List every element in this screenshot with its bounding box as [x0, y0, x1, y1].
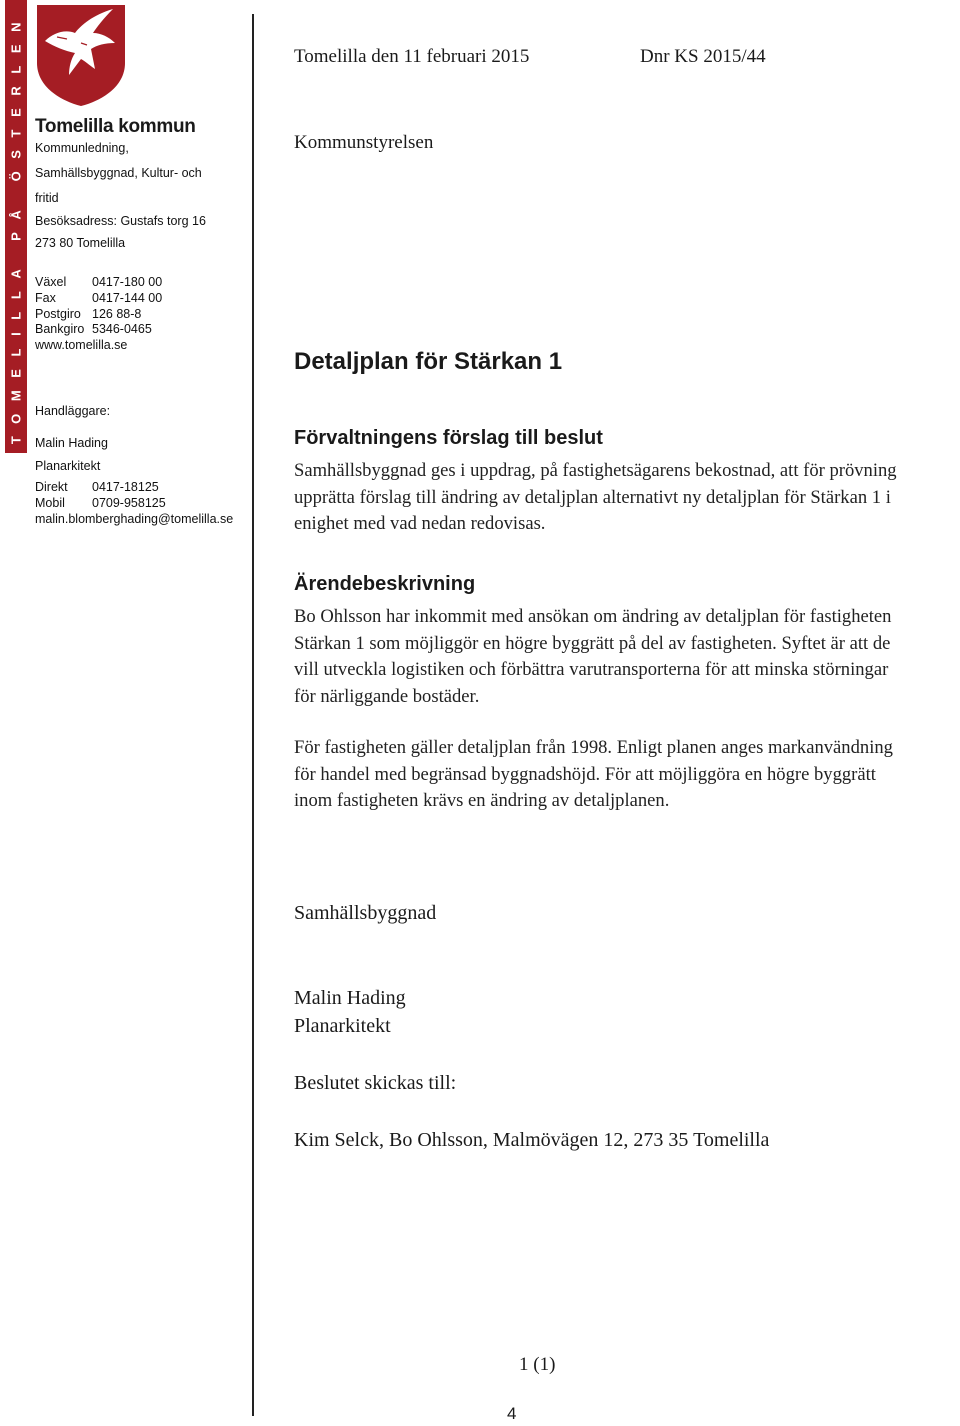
handler-title: Planarkitekt [35, 459, 101, 473]
contact-row-switchboard [35, 276, 162, 289]
paragraph-line: För fastigheten gäller detaljplan från 1998. Enligt planen anges markanvändning [294, 737, 893, 758]
contact-value: 5346-0465 [92, 322, 152, 336]
contact-label: Fax [35, 291, 56, 305]
handler-contact-direct [35, 481, 159, 494]
department-line-3: fritid [35, 191, 59, 205]
recipient: Kommunstyrelsen [294, 132, 434, 153]
signature-title: Planarkitekt [294, 1015, 391, 1037]
visit-address: Besöksadress: Gustafs torg 16 [35, 214, 206, 228]
contact-row-fax [35, 292, 162, 305]
paragraph-line: vill utveckla logistiken och förbättra varutransporterna för att minska störningar [294, 659, 889, 680]
paragraph-line: upprätta förslag till ändring av detaljplan alternativt ny detaljplan för Stärkan 1 i [294, 486, 891, 508]
postal-address: 273 80 Tomelilla [35, 236, 126, 250]
signature-department: Samhällsbyggnad [294, 902, 437, 924]
handler-contact-mobile [35, 497, 166, 510]
department-line-2: Samhällsbyggnad, Kultur- och [35, 166, 202, 180]
description-paragraph-1 [294, 604, 960, 710]
tomelilla-coat-of-arms-logo [35, 3, 127, 107]
contact-value: 0709-958125 [92, 496, 166, 510]
signature-name: Malin Hading [294, 987, 406, 1009]
organization-name: Tomelilla kommun [35, 116, 196, 137]
description-paragraph-2 [294, 735, 960, 815]
proposal-paragraph [294, 458, 960, 538]
contact-row-bankgiro [35, 323, 152, 336]
column-divider [252, 14, 254, 1416]
reference-number: Dnr KS 2015/44 [640, 46, 766, 67]
sent-to-label: Beslutet skickas till: [294, 1072, 457, 1094]
sent-to-recipients: Kim Selck, Bo Ohlsson, Malmövägen 12, 273 35 Tomelilla [294, 1129, 770, 1151]
document-title: Detaljplan för Stärkan 1 [294, 348, 563, 375]
paragraph-line: inom fastigheten krävs en ändring av detaljplanen. [294, 790, 670, 811]
contact-row-postgiro [35, 308, 141, 321]
handler-name: Malin Hading [35, 436, 108, 450]
handler-label: Handläggare: [35, 404, 111, 418]
website-link[interactable]: www.tomelilla.se [35, 338, 128, 352]
contact-label: Bankgiro [35, 322, 85, 336]
side-banner-strip [5, 0, 27, 453]
contact-value: 0417-180 00 [92, 275, 163, 289]
paragraph-line: för närliggande bostäder. [294, 685, 480, 707]
place-date: Tomelilla den 11 februari 2015 [294, 46, 530, 67]
paragraph-line: Bo Ohlsson har inkommit med ansökan om ändring av detaljplan för fastigheten [294, 606, 892, 627]
paragraph-line: för handel med begränsad byggnadshöjd. För att möjliggöra en högre byggrätt [294, 763, 876, 785]
paragraph-line: Samhällsbyggnad ges i uppdrag, på fastighetsägarens bekostnad, att för prövning [294, 460, 897, 481]
contact-label: Växel [35, 275, 67, 289]
contact-value: 126 88-8 [92, 307, 142, 321]
handler-email-link[interactable]: malin.blomberghading@tomelilla.se [35, 512, 234, 526]
page-number: 4 [507, 1404, 517, 1423]
section-heading-proposal: Förvaltningens förslag till beslut [294, 427, 603, 449]
page-of-indicator: 1 (1) [519, 1354, 556, 1375]
side-banner-text: TOMELILLA PÅ ÖSTERLEN [8, 9, 24, 444]
department-line-1: Kommunledning, [35, 141, 129, 155]
contact-label: Direkt [35, 480, 68, 494]
contact-value: 0417-18125 [92, 480, 159, 494]
contact-label: Mobil [35, 496, 65, 510]
section-heading-description: Ärendebeskrivning [294, 573, 476, 595]
contact-label: Postgiro [35, 307, 81, 321]
paragraph-line: enighet med vad nedan redovisas. [294, 513, 546, 534]
paragraph-line: Stärkan 1 som möjliggör en högre byggrätt på del av fastigheten. Syftet är att de [294, 632, 891, 654]
contact-value: 0417-144 00 [92, 291, 163, 305]
